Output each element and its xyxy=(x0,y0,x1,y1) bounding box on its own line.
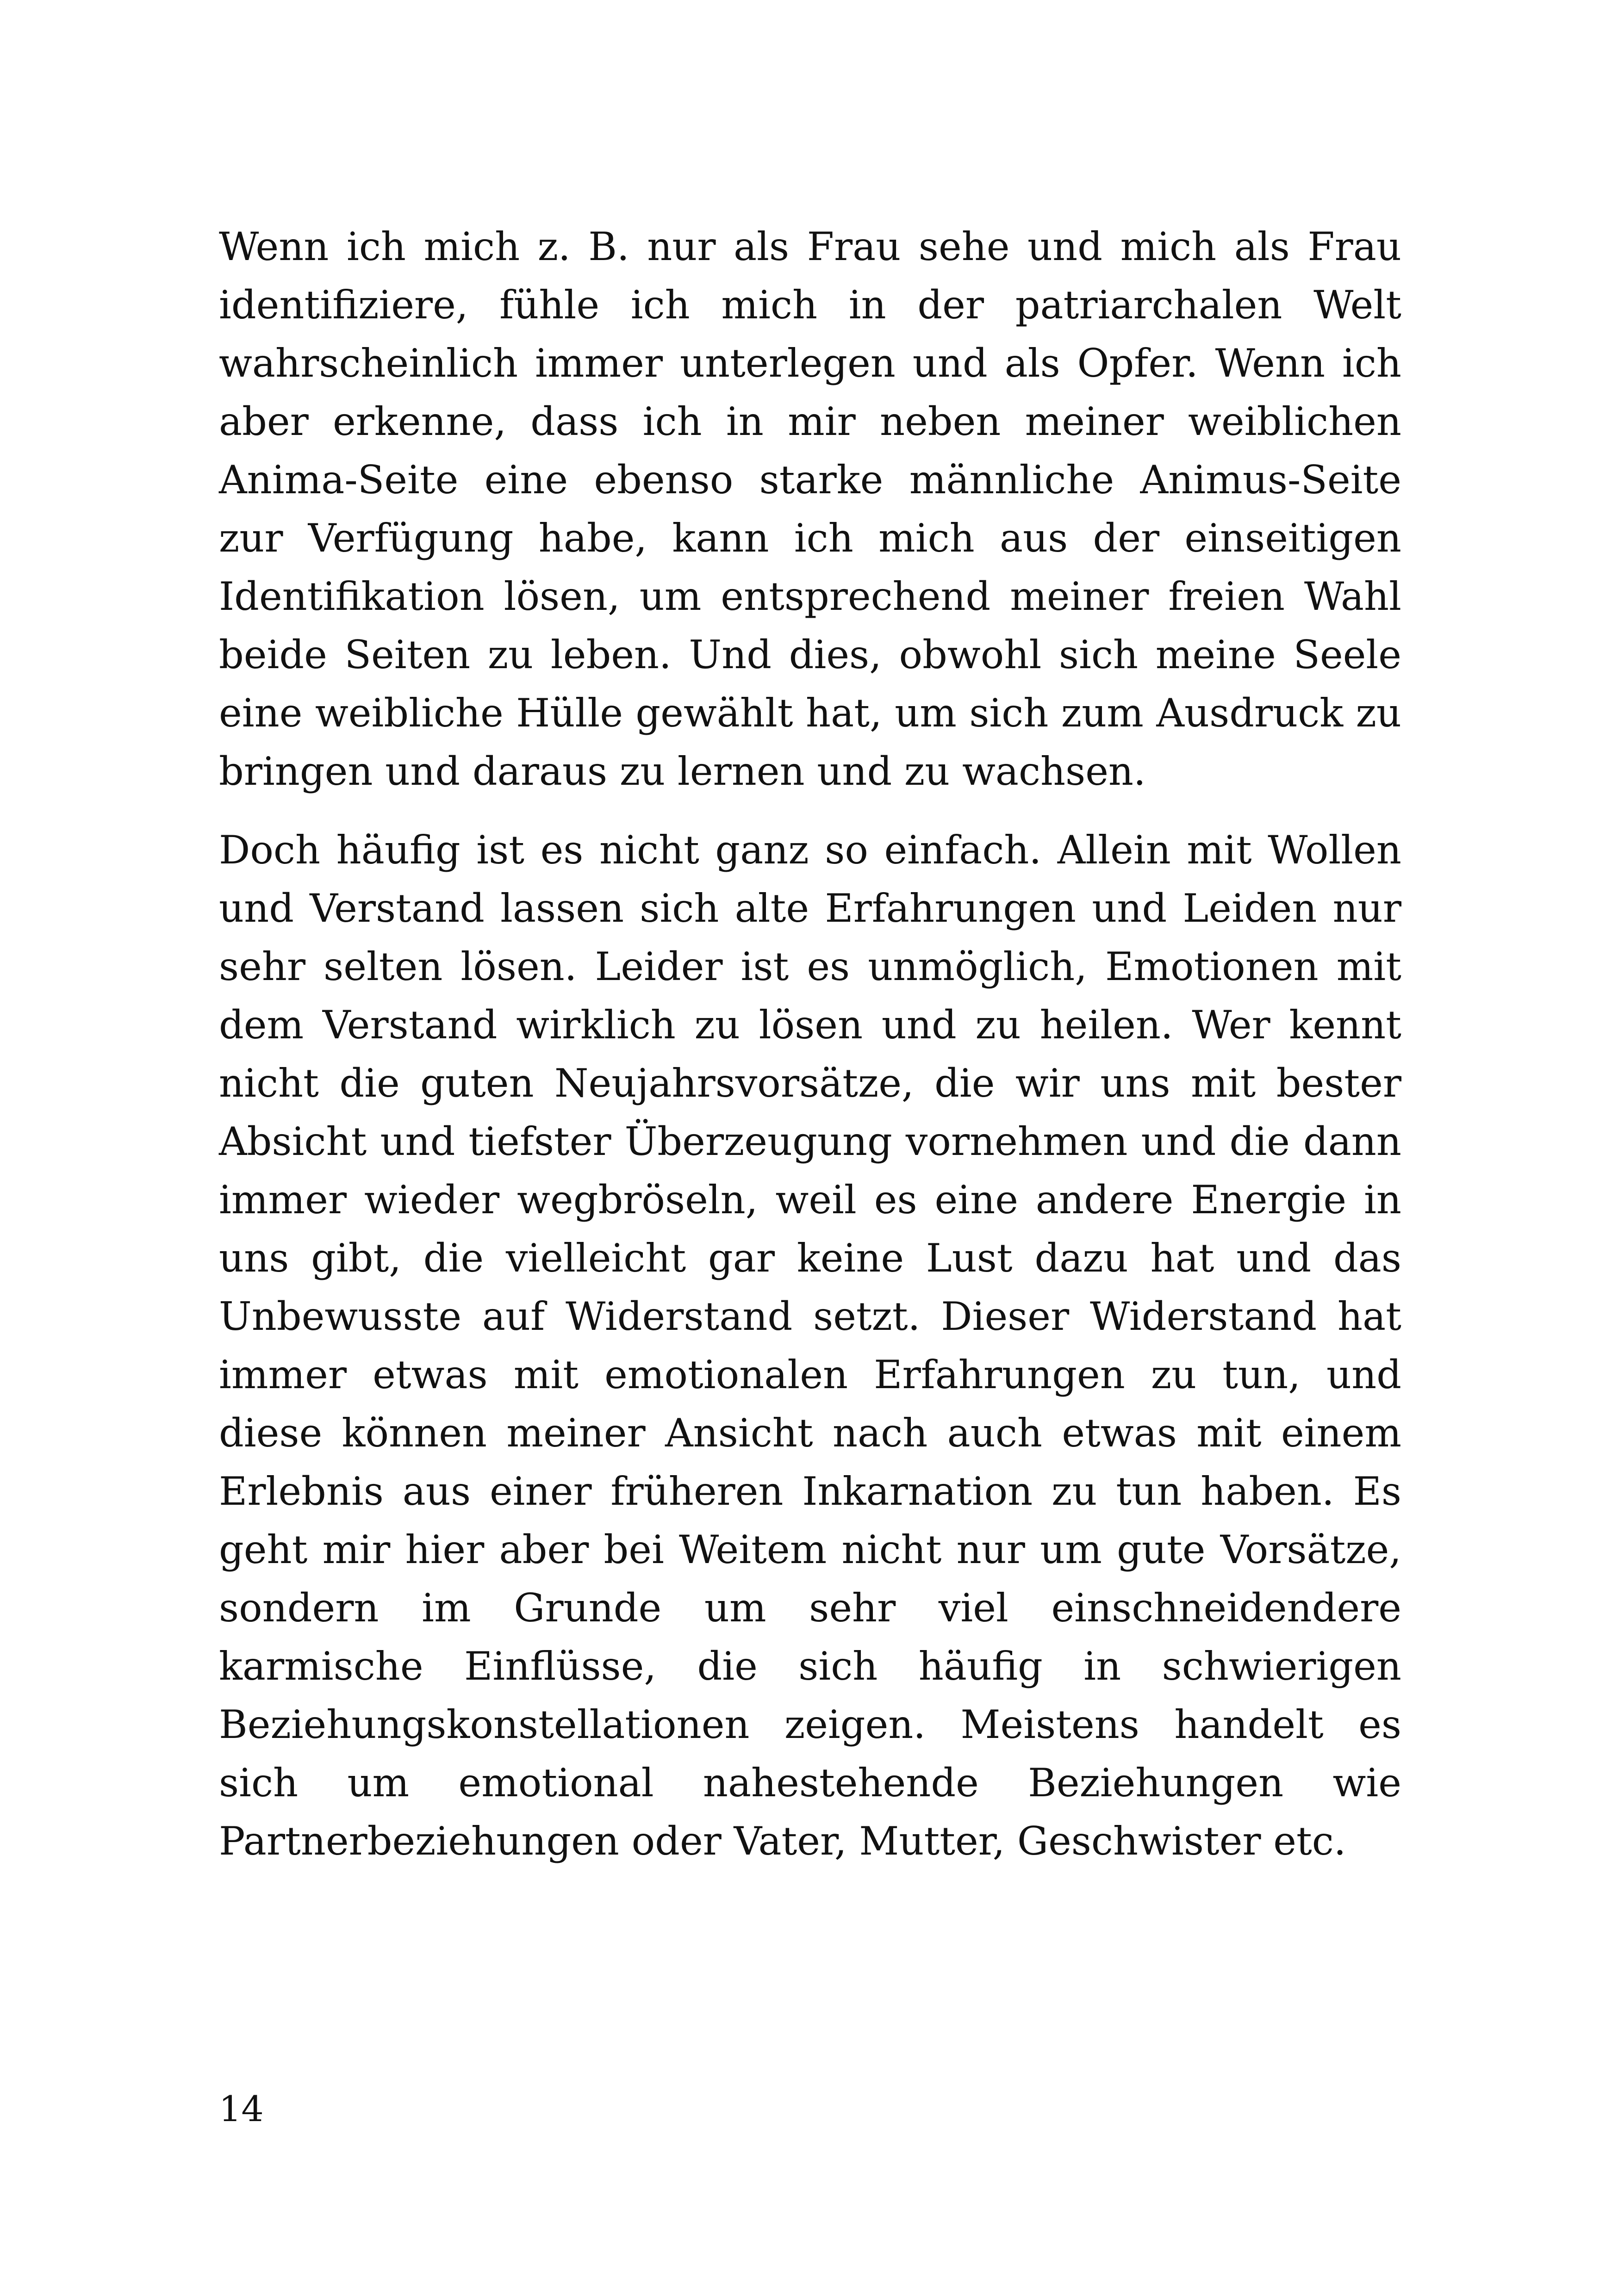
body-text xyxy=(219,217,1401,1870)
page-number: 14 xyxy=(219,2088,264,2129)
paragraph-2: Doch häufig ist es nicht ganz so einfach. Allein mit Wollen und Verstand lassen sich alte Erfahrungen und Leiden nur sehr selten lösen. Leider ist es unmöglich, Emotionen mit dem Verstand wirklich zu lösen und zu heilen. Wer kennt nicht die guten Neujahrsvorsätze, die wir uns mit bester Absicht und tiefster Überzeugung vornehmen und die dann immer wieder wegbröseln, weil es eine andere Energie in uns gibt, die vielleicht gar keine Lust dazu hat und das Unbewusste auf Widerstand setzt. Dieser Widerstand hat immer etwas mit emotionalen Erfahrungen zu tun, und diese können meiner Ansicht nach auch etwas mit einem Erlebnis aus einer früheren Inkarnation zu tun haben. Es geht mir hier aber bei Weitem nicht nur um gute Vorsätze, sondern im Grunde um sehr viel einschneidendere karmische Einflüsse, die sich häufig in schwierigen Beziehungskonstellationen zeigen. Meistens handelt es sich um emotional nahestehende Beziehungen wie Partnerbeziehungen oder Vater, Mutter, Geschwister etc. xyxy=(219,827,1401,1864)
paragraph-1: Wenn ich mich z. B. nur als Frau sehe und mich als Frau identifiziere, fühle ich mich in der patriarchalen Welt wahrscheinlich immer unterlegen und als Opfer. Wenn ich aber erkenne, dass ich in mir neben meiner weiblichen Anima-Seite eine ebenso starke männliche Animus-Seite zur Verfügung habe, kann ich mich aus der einseitigen Identifikation lösen, um entsprechend meiner freien Wahl beide Seiten zu leben. Und dies, obwohl sich meine Seele eine weibliche Hülle gewählt hat, um sich zum Ausdruck zu bringen und daraus zu lernen und zu wachsen. xyxy=(219,224,1401,794)
